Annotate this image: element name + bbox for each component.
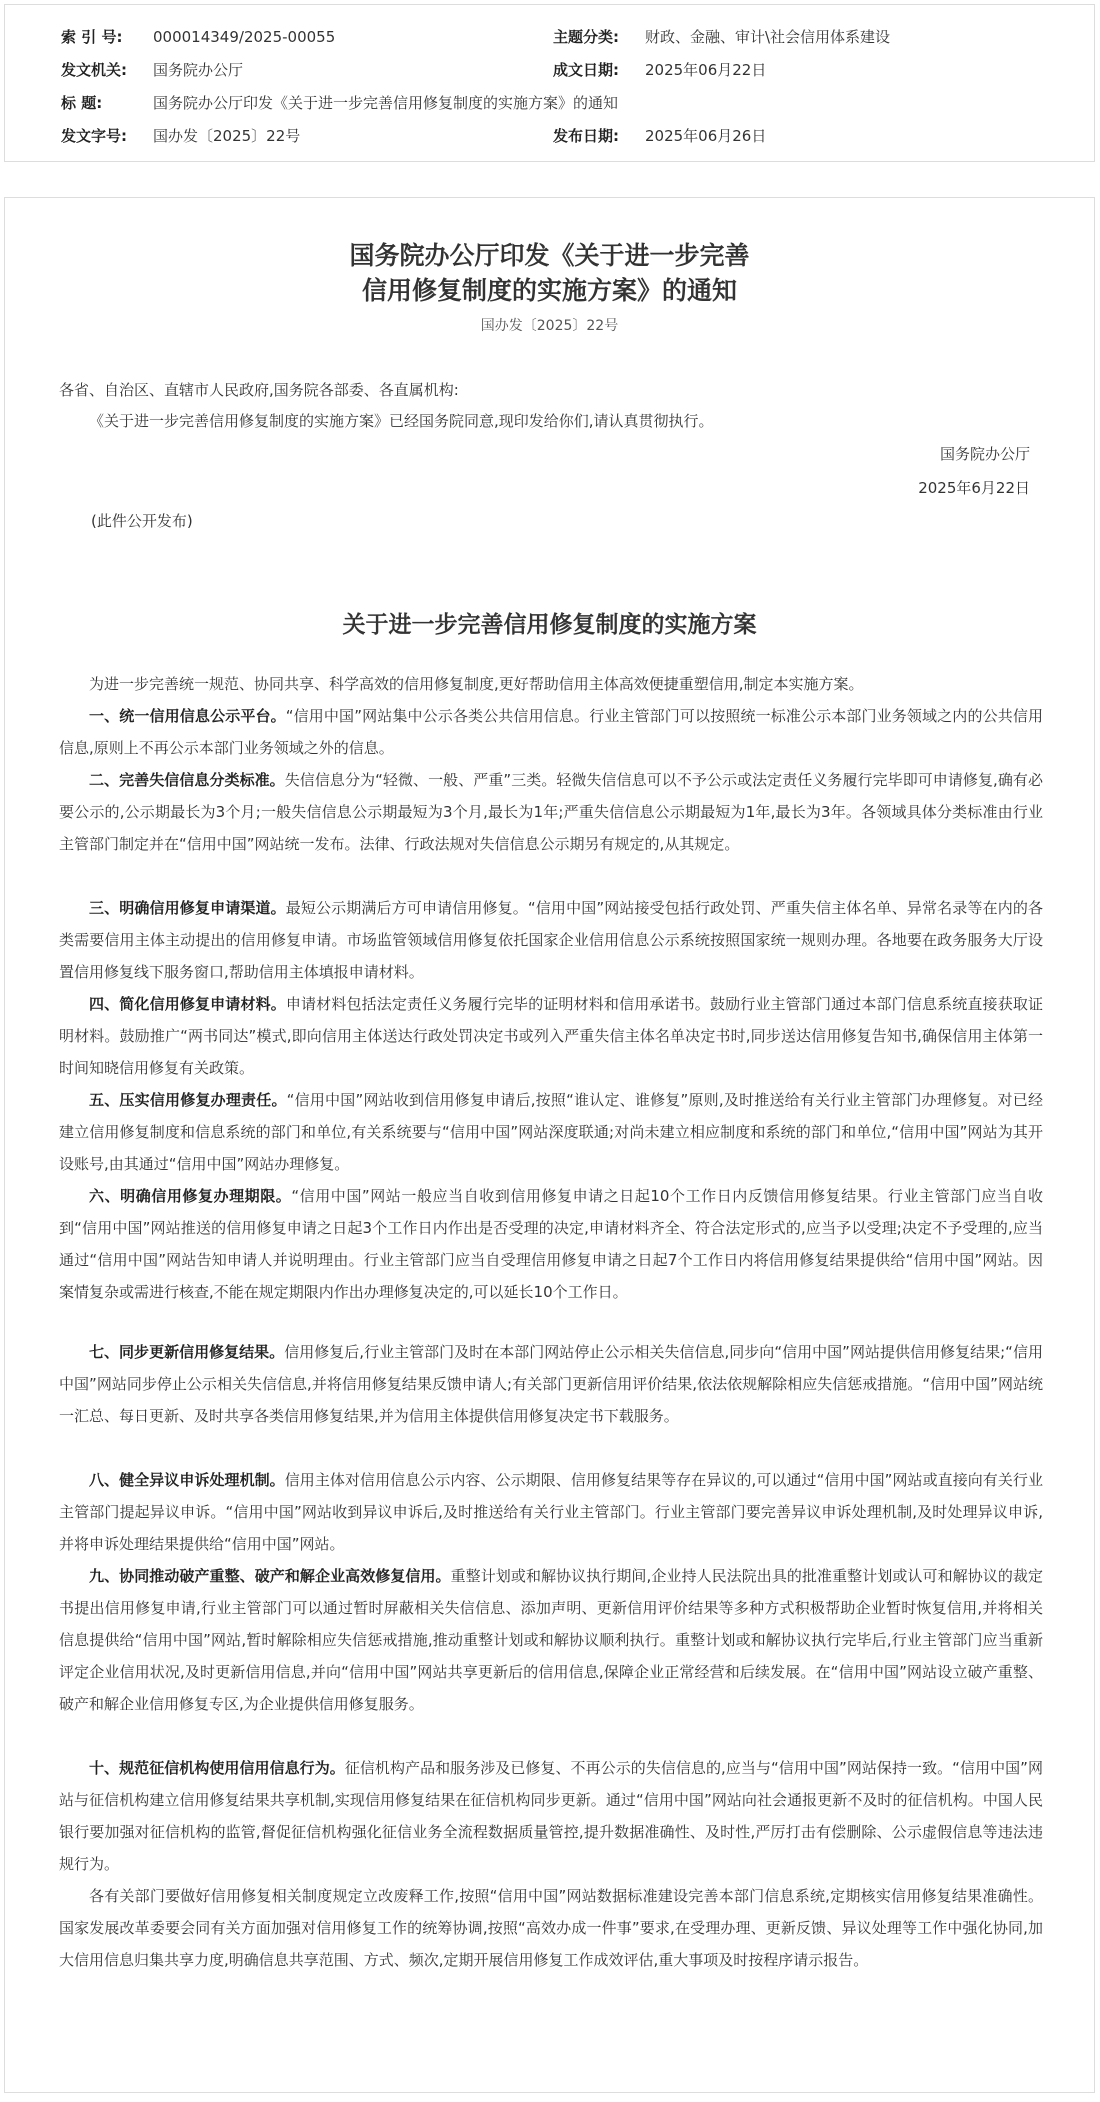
section-text: “信用中国”网站一般应当自收到信用修复申请之日起10个工作日内反馈信用修复结果。行业主管部门应当自收到“信用中国”网站推送的信用修复申请之日起3个工作日内作出是否受理的决定,申请材料齐全、符合法定形式的,应当予以受理;决定不予受理的,应当通过“信用中国”网站告知申请人并说明理由。行业主管部门应当自受理信用修复申请之日起7个工作日内将信用修复结果提供给“信用中国”网站。因案情复杂或需进行核查,不能在规定期限内作出办理修复决定的,可以延长10个工作日。 [59, 1187, 1043, 1301]
section-text: 最短公示期满后方可申请信用修复。“信用中国”网站接受包括行政处罚、严重失信主体名单、异常名录等在内的各类需要信用主体主动提出的信用修复申请。市场监管领域信用修复依托国家企业信用信息公示系统按照国家统一规则办理。各地要在政务服务大厅设置信用修复线下服务窗口,帮助信用主体填报申请材料。 [59, 899, 1043, 981]
document-metadata-panel [4, 4, 1095, 162]
section-6 [59, 1180, 1043, 1308]
document-body [4, 197, 1095, 2093]
salutation: 各省、自治区、直辖市人民政府,国务院各部委、各直属机构: [59, 381, 459, 399]
section-text: 失信信息分为“轻微、一般、严重”三类。轻微失信信息可以不予公示或法定责任义务履行完毕即可申请修复,确有必要公示的,公示期最长为3个月;一般失信信息公示期最短为3个月,最长为1年;严重失信信息公示期最短为1年,最长为3年。各领域具体分类标准由行业主管部门制定并在“信用中国”网站统一发布。法律、行政法规对失信信息公示期另有规定的,从其规定。 [59, 771, 1043, 853]
notice-body: 《关于进一步完善信用修复制度的实施方案》已经国务院同意,现印发给你们,请认真贯彻执行。 [89, 412, 714, 430]
section-text: 征信机构产品和服务涉及已修复、不再公示的失信信息的,应当与“信用中国”网站保持一致。“信用中国”网站与征信机构建立信用修复结果共享机制,实现信用修复结果在征信机构同步更新。通过“信用中国”网站向社会通报更新不及时的征信机构。中国人民银行要加强对征信机构的监管,督促征信机构强化征信业务全流程数据质量管控,提升数据准确性、及时性,严厉打击有偿删除、公示虚假信息等违法违规行为。 [59, 1759, 1043, 1873]
notice-title-line2: 信用修复制度的实施方案》的通知 [361, 276, 737, 305]
section-heading: 五、压实信用修复办理责任。 [89, 1091, 287, 1109]
notice-title-line1: 国务院办公厅印发《关于进一步完善 [349, 241, 750, 270]
section-1 [59, 700, 1043, 764]
section-text: 信用主体对信用信息公示内容、公示期限、信用修复结果等存在异议的,可以通过“信用中国”网站或直接向有关行业主管部门提起异议申诉。“信用中国”网站收到异议申诉后,及时推送给有关行业主管部门。行业主管部门要完善异议申诉处理机制,及时处理异议申诉,并将申诉处理结果提供给“信用中国”网站。 [59, 1471, 1043, 1553]
section-text: 申请材料包括法定责任义务履行完毕的证明材料和信用承诺书。鼓励行业主管部门通过本部门信息系统直接获取证明材料。鼓励推广“两书同达”模式,即向信用主体送达行政处罚决定书或列入严重失信主体名单决定书时,同步送达信用修复告知书,确保信用主体第一时间知晓信用修复有关政策。 [59, 995, 1043, 1077]
title-label: 标 题: [61, 94, 103, 112]
section-heading: 八、健全异议申诉处理机制。 [89, 1471, 285, 1489]
section-text: “信用中国”网站收到信用修复申请后,按照“谁认定、谁修复”原则,及时推送给有关行业主管部门办理修复。对已经建立信用修复制度和信息系统的部门和单位,有关系统要与“信用中国”网站深度联通;对尚未建立相应制度和系统的部门和单位,“信用中国”网站为其开设账号,由其通过“信用中国”网站办理修复。 [59, 1091, 1043, 1173]
section-9 [59, 1560, 1043, 1720]
issuer-value: 国务院办公厅 [153, 61, 244, 79]
section-heading: 四、简化信用修复申请材料。 [89, 995, 286, 1013]
index-label: 索 引 号: [61, 28, 123, 46]
section-4 [59, 988, 1043, 1084]
section-3 [59, 892, 1043, 988]
date-value: 2025年06月22日 [645, 61, 767, 79]
section-text: 信用修复后,行业主管部门及时在本部门网站停止公示相关失信信息,同步向“信用中国”网站提供信用修复结果;“信用中国”网站同步停止公示相关失信信息,并将信用修复结果反馈申请人;有关部门更新信用评价结果,依法依规解除相应失信惩戒措施。“信用中国”网站统一汇总、每日更新、及时共享各类信用修复结果,并为信用主体提供信用修复决定书下载服务。 [59, 1343, 1043, 1425]
category-value: 财政、金融、审计\社会信用体系建设 [645, 28, 891, 46]
section-10 [59, 1752, 1043, 1880]
publish-value: 2025年06月26日 [645, 127, 767, 145]
index-value: 000014349/2025-00055 [153, 28, 336, 46]
publish-label: 发布日期: [553, 127, 619, 145]
section-heading: 二、完善失信信息分类标准。 [89, 771, 285, 789]
section-7 [59, 1336, 1043, 1432]
section-heading: 七、同步更新信用修复结果。 [89, 1343, 285, 1361]
plan-intro: 为进一步完善统一规范、协同共享、科学高效的信用修复制度,更好帮助信用主体高效便捷重塑信用,制定本实施方案。 [89, 675, 864, 693]
category-label: 主题分类: [553, 28, 619, 46]
date-label: 成文日期: [553, 61, 619, 79]
doc-number: 国办发〔2025〕22号 [480, 318, 619, 334]
section-text: “信用中国”网站集中公示各类公共信用信息。行业主管部门可以按照统一标准公示本部门业务领域之内的公共信用信息,原则上不再公示本部门业务领域之外的信息。 [59, 707, 1043, 757]
section-heading: 九、协同推动破产重整、破产和解企业高效修复信用。 [89, 1567, 451, 1585]
signer: 国务院办公厅 [939, 445, 1030, 463]
plan-title: 关于进一步完善信用修复制度的实施方案 [342, 611, 757, 638]
section-text: 重整计划或和解协议执行期间,企业持人民法院出具的批准重整计划或认可和解协议的裁定书提出信用修复申请,行业主管部门可以通过暂时屏蔽相关失信信息、添加声明、更新信用评价结果等多种方式积极帮助企业暂时恢复信用,并将相关信息提供给“信用中国”网站,暂时解除相应失信惩戒措施,推动重整计划或和解协议顺利执行。重整计划或和解协议执行完毕后,行业主管部门应当重新评定企业信用状况,及时更新信用信息,并向“信用中国”网站共享更新后的信用信息,保障企业正常经营和后续发展。在“信用中国”网站设立破产重整、破产和解企业信用修复专区,为企业提供信用修复服务。 [59, 1567, 1043, 1713]
section-heading: 十、规范征信机构使用信用信息行为。 [89, 1759, 345, 1777]
plan-closing: 各有关部门要做好信用修复相关制度规定立改废释工作,按照“信用中国”网站数据标准建设完善本部门信息系统,定期核实信用修复结果准确性。国家发展改革委要会同有关方面加强对信用修复工作的统筹协调,按照“高效办成一件事”要求,在受理办理、更新反馈、异议处理等工作中强化协同,加大信用信息归集共享力度,明确信息共享范围、方式、频次,定期开展信用修复工作成效评估,重大事项及时按程序请示报告。 [59, 1887, 1043, 1969]
docno-label: 发文字号: [61, 127, 127, 145]
section-5 [59, 1084, 1043, 1180]
section-2 [59, 764, 1043, 860]
section-heading: 六、明确信用修复办理期限。 [89, 1187, 292, 1205]
issuer-label: 发文机关: [61, 61, 127, 79]
section-heading: 三、明确信用修复申请渠道。 [89, 899, 286, 917]
sign-date: 2025年6月22日 [918, 479, 1030, 497]
section-heading: 一、统一信用信息公示平台。 [89, 707, 286, 725]
docno-value: 国办发〔2025〕22号 [153, 127, 301, 145]
title-value: 国务院办公厅印发《关于进一步完善信用修复制度的实施方案》的通知 [153, 94, 619, 112]
section-8 [59, 1464, 1043, 1560]
public-note: (此件公开发布) [91, 512, 193, 530]
